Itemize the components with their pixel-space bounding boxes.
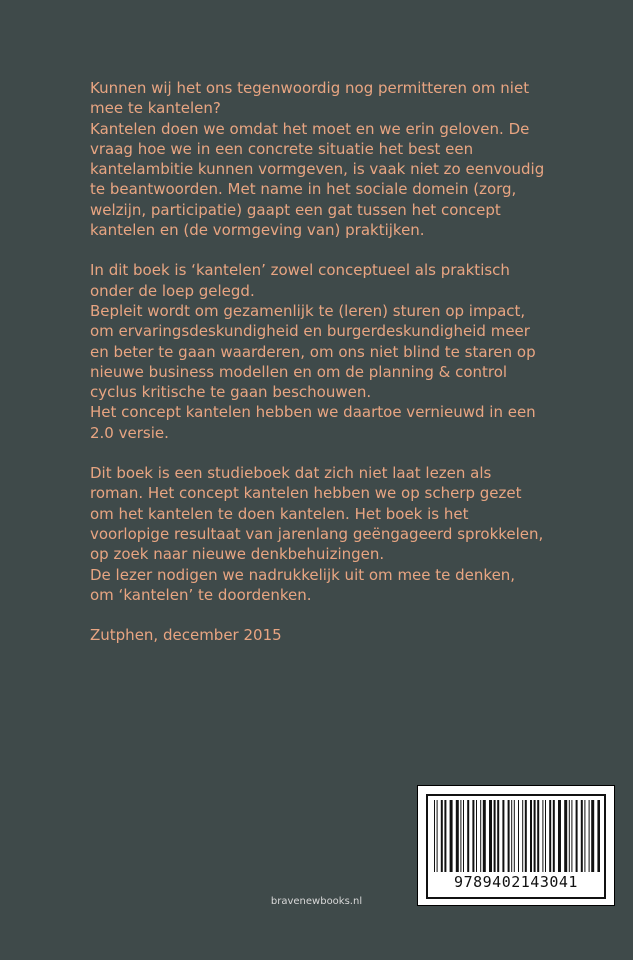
barcode-frame	[426, 794, 606, 899]
barcode-bar	[463, 800, 464, 872]
barcode-bars	[432, 800, 600, 872]
barcode-bar	[480, 800, 481, 872]
text-line: De lezer nodigen we nadrukkelijk uit om mee te denken,	[90, 565, 516, 584]
barcode-bar	[514, 800, 515, 872]
barcode-bar	[489, 800, 492, 872]
blurb-text	[90, 78, 545, 665]
barcode-bar	[522, 800, 523, 872]
barcode-bar	[549, 800, 551, 872]
barcode-bar	[456, 800, 459, 872]
text-line: In dit boek is ‘kantelen’ zowel conceptueel als praktisch	[90, 261, 510, 280]
barcode-bar	[525, 800, 527, 872]
barcode-bar	[597, 800, 600, 872]
barcode-bar	[558, 800, 561, 872]
text-line: kantelambitie kunnen vormgeven, is vaak niet zo eenvoudig	[90, 160, 545, 179]
barcode-bar	[545, 800, 546, 872]
signoff	[90, 625, 530, 645]
barcode-bar	[434, 800, 435, 872]
text-line: 2.0 versie.	[90, 423, 169, 442]
text-line: om het kantelen te doen kantelen. Het boek is het	[90, 504, 469, 523]
paragraph-3	[90, 463, 544, 605]
barcode-bar	[450, 800, 453, 872]
barcode-bar	[534, 800, 536, 872]
text-line: Dit boek is een studieboek dat zich niet laat lezen als	[90, 464, 492, 483]
barcode-bar	[437, 800, 438, 872]
text-line: Bepleit wordt om gezamenlijk te (leren) sturen op impact,	[90, 301, 526, 320]
barcode-bar	[460, 800, 461, 872]
barcode-bar	[537, 800, 539, 872]
text-line: voorlopige resultaat van jarenlang geëngageerd sprokkelen,	[90, 524, 544, 543]
text-line: onder de loep gelegd.	[90, 281, 255, 300]
barcode-bar	[444, 800, 446, 872]
barcode-bar	[581, 800, 583, 872]
barcode-bar	[569, 800, 570, 872]
barcode-bar	[441, 800, 443, 872]
barcode-bar	[584, 800, 585, 872]
barcode-bar	[576, 800, 578, 872]
barcode-bar	[494, 800, 496, 872]
text-line: Het concept kantelen hebben we daartoe vernieuwd in een	[90, 403, 536, 422]
text-line: en beter te gaan waarderen, om ons niet blind te staren op	[90, 342, 536, 361]
text-line: roman. Het concept kantelen hebben we op scherp gezet	[90, 484, 522, 503]
barcode-bar	[476, 800, 477, 872]
barcode	[417, 785, 615, 906]
publisher-name: bravenewbooks.nl	[270, 896, 363, 907]
barcode-bar	[502, 800, 504, 872]
text-line: cyclus kritische te gaan beschouwen.	[90, 383, 372, 402]
barcode-bar	[483, 800, 486, 872]
text-line: om ervaringsdeskundigheid en burgerdeskundigheid meer	[90, 322, 530, 341]
isbn-number: 9789402143041	[454, 873, 578, 891]
paragraph-1	[90, 78, 545, 240]
signoff-line: Zutphen, december 2015	[90, 626, 282, 645]
text-line: Kantelen doen we omdat het moet en we erin geloven. De	[90, 119, 530, 138]
barcode-bar	[589, 800, 590, 872]
text-line: nieuwe business modellen en om de planning & control	[90, 362, 508, 381]
text-line: op zoek naar nieuwe denkbehuizingen.	[90, 545, 385, 564]
text-line: mee te kantelen?	[90, 99, 221, 118]
barcode-bar	[508, 800, 510, 872]
barcode-bar	[467, 800, 469, 872]
text-line: om ‘kantelen’ te doordenken.	[90, 585, 312, 604]
text-line: vraag hoe we in een concrete situatie het best een	[90, 139, 474, 158]
barcode-bar	[553, 800, 555, 872]
barcode-bar	[511, 800, 512, 872]
text-line: kantelen en (de vormgeving van) praktijken.	[90, 221, 425, 240]
barcode-bar	[497, 800, 499, 872]
barcode-bar	[591, 800, 594, 872]
barcode-bar	[518, 800, 519, 872]
barcode-bar	[571, 800, 572, 872]
text-line: welzijn, participatie) gaapt een gat tussen het concept	[90, 200, 501, 219]
barcode-bar	[542, 800, 543, 872]
paragraph-2	[90, 260, 536, 443]
barcode-bar	[530, 800, 532, 872]
text-line: te beantwoorden. Met name in het sociale domein (zorg,	[90, 180, 517, 199]
text-line: Kunnen wij het ons tegenwoordig nog permitteren om niet	[90, 79, 530, 97]
barcode-bar	[472, 800, 474, 872]
barcode-bar	[564, 800, 567, 872]
